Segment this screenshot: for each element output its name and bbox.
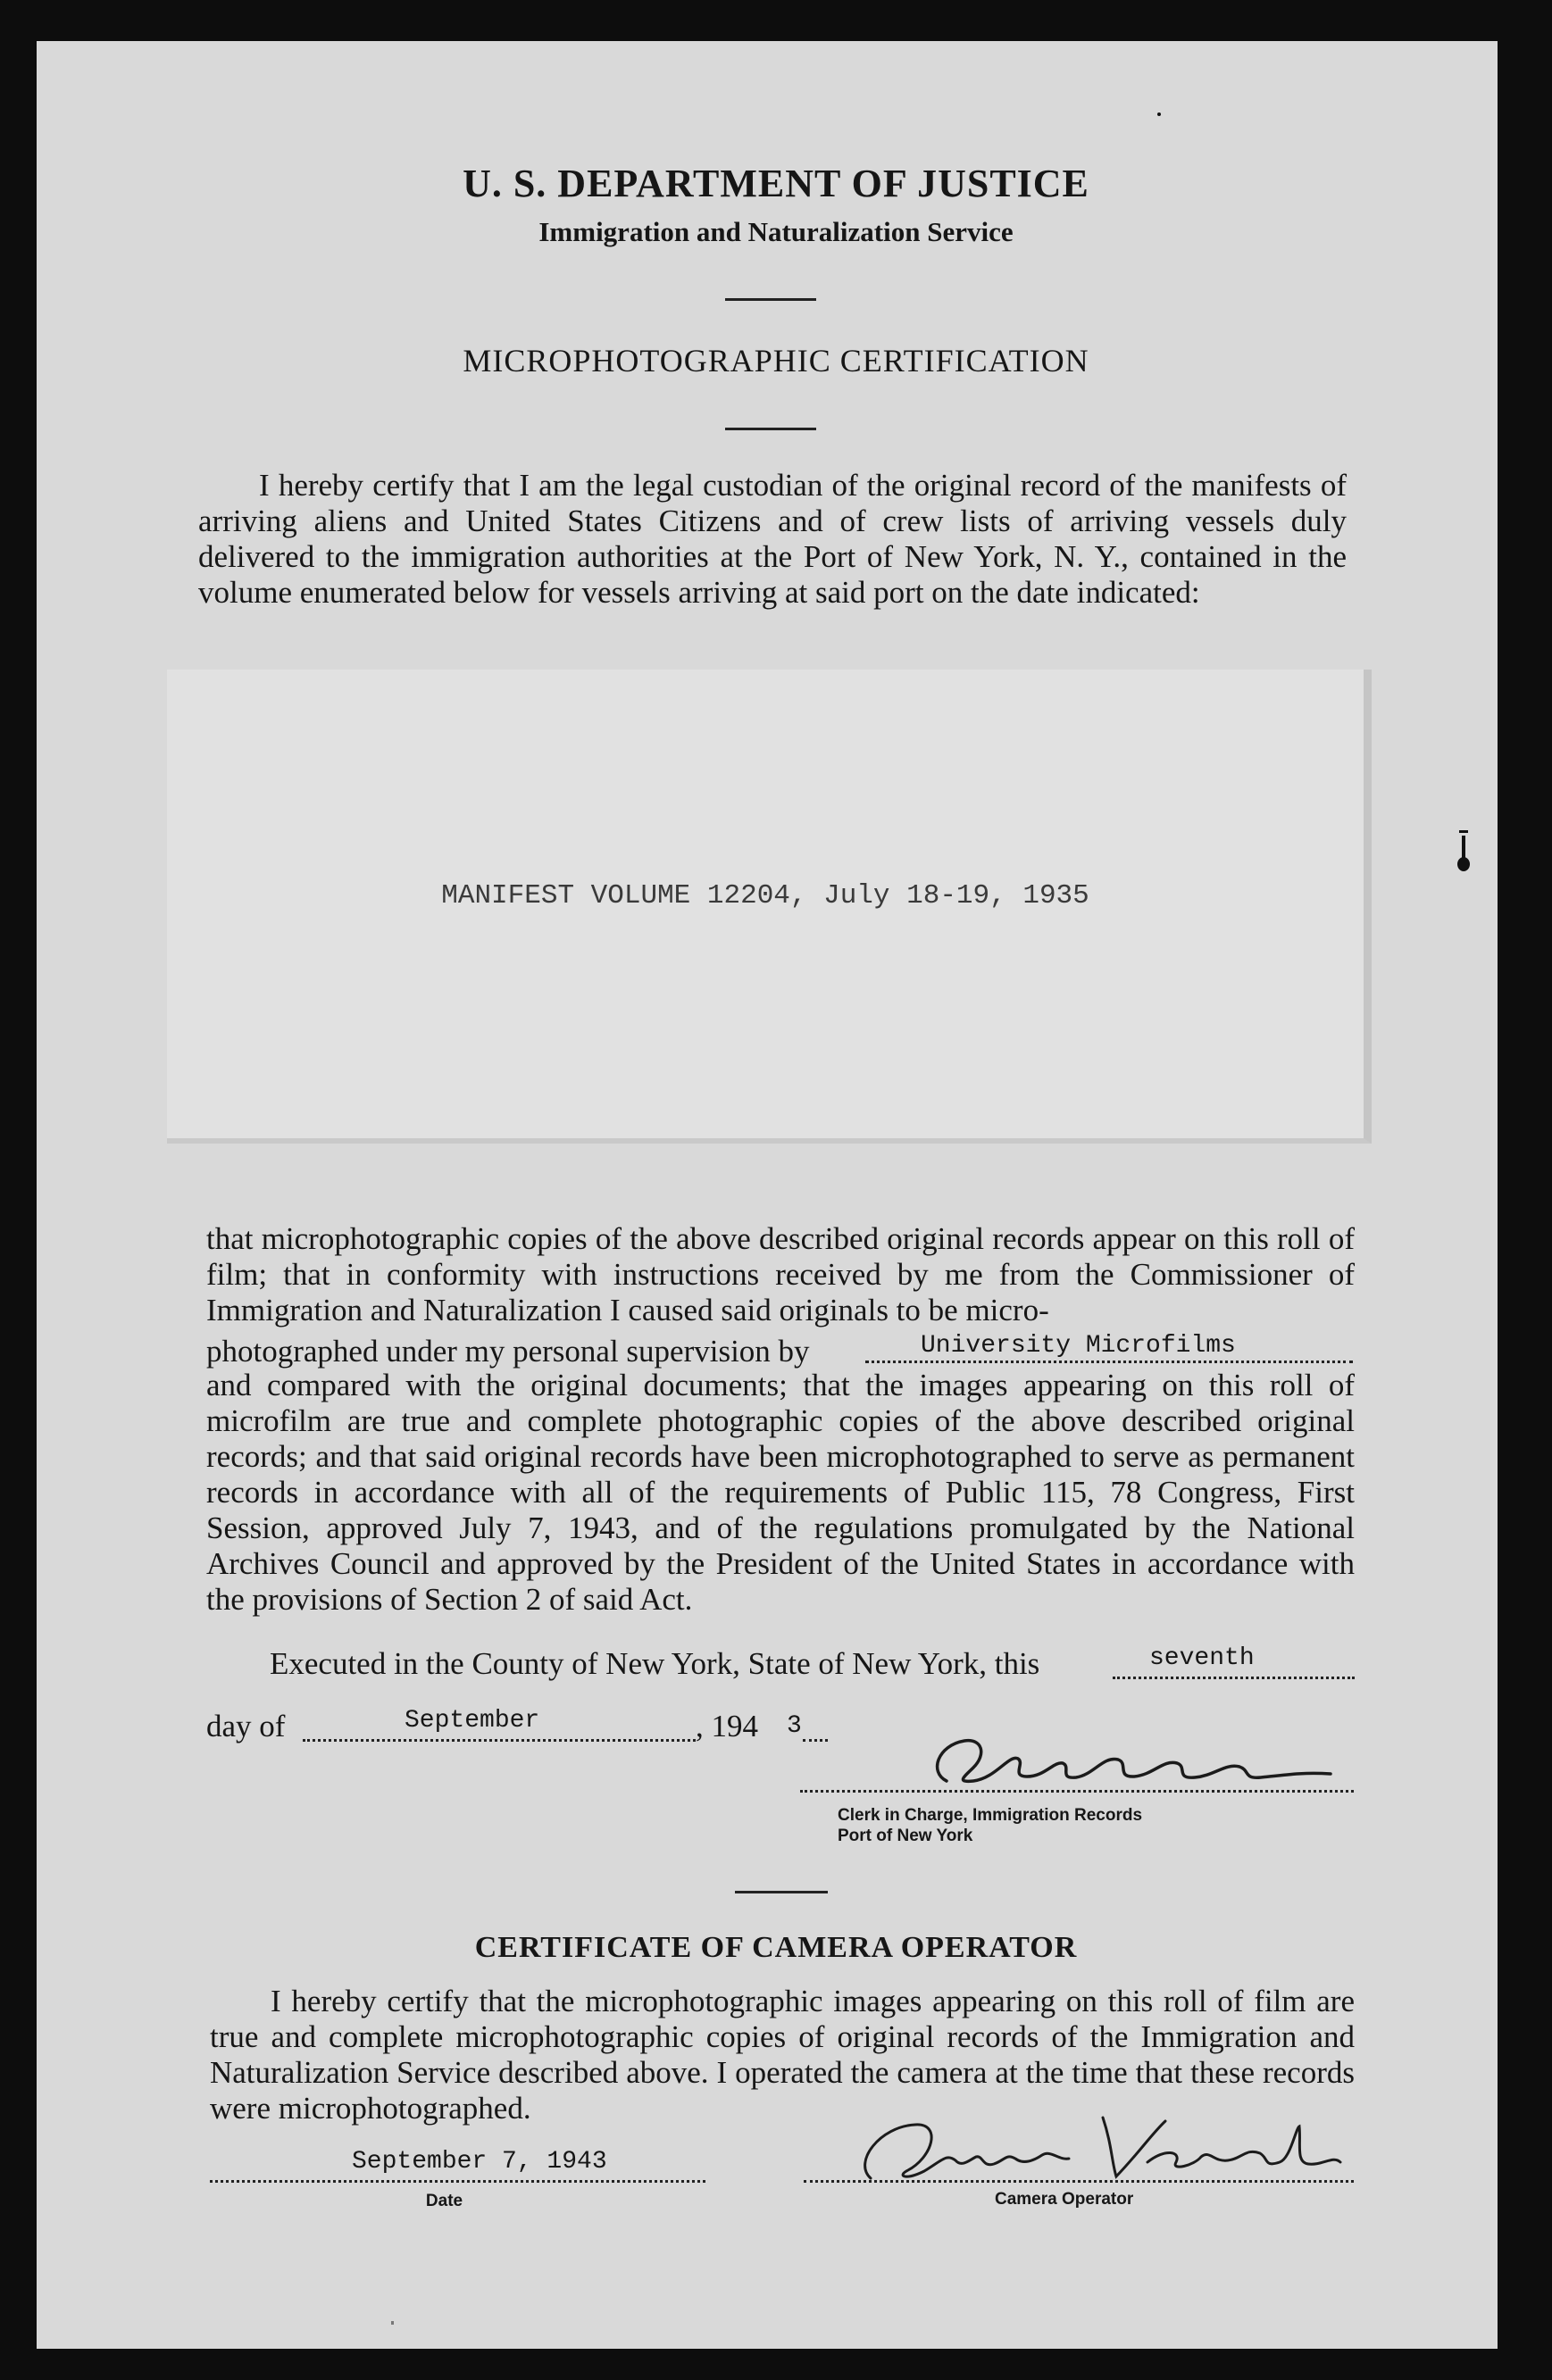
date-line: [206, 1709, 831, 1752]
agency-heading: U. S. DEPARTMENT OF JUSTICE: [463, 162, 1089, 205]
day-dotted-line: [1113, 1677, 1355, 1679]
clerk-title: [838, 1805, 1338, 1846]
day-of-label: day of: [206, 1709, 286, 1743]
supervision-line: [206, 1328, 1355, 1368]
manifest-slip: [167, 670, 1372, 1144]
certification-body: [206, 1221, 1355, 1618]
year-prefix: , 194: [696, 1709, 758, 1743]
month-field: September: [405, 1707, 540, 1735]
clerk-title-line2: Port of New York: [838, 1827, 973, 1845]
bottom-edge-mark: [391, 2321, 394, 2325]
execution-prefix: Executed in the County of New York, State of New York, this: [270, 1646, 1040, 1681]
header-divider: [725, 298, 816, 301]
certification-title: MICROPHOTOGRAPHIC CERTIFICATION: [463, 343, 1089, 379]
execution-day-field: seventh: [1149, 1644, 1255, 1672]
operator-date-dotted-line: [210, 2180, 705, 2183]
camera-operator-title: CERTIFICATE OF CAMERA OPERATOR: [474, 1931, 1078, 1964]
manifest-volume: MANIFEST VOLUME 12204, July 18-19, 1935: [441, 880, 1089, 911]
camera-operator-statement: [210, 1984, 1355, 2126]
year-dotted-line: [803, 1739, 828, 1742]
title-divider: [725, 428, 816, 430]
margin-mark: [1456, 828, 1472, 875]
operator-date-field: September 7, 1943: [352, 2148, 607, 2176]
clerk-signature: [911, 1727, 1339, 1799]
filmed-by-field: University Microfilms: [921, 1332, 1236, 1360]
operator-divider: [735, 1891, 828, 1893]
intro-paragraph: [198, 468, 1347, 611]
clerk-title-line1: Clerk in Charge, Immigration Records: [838, 1806, 1143, 1825]
intro-text: I hereby certify that I am the legal custodian of the original record of the manifests of arriving aliens and United States Citizens and of crew lists of arriving vessels duly delivered to the immigration authorities at the Port of New York, N. Y., contained in the volume enumerated below for vessels arriving at said port on the date indicated:: [198, 468, 1347, 610]
date-label: Date: [425, 2192, 463, 2210]
body-text-part1: that microphotographic copies of the above described original records appear on this roll of film; that in conformity with instructions received by me from the Commissioner of Immigration and Naturalization I caused said originals to be micro-: [206, 1221, 1355, 1327]
camera-operator-label: Camera Operator: [995, 2190, 1134, 2209]
service-subheading: Immigration and Naturalization Service: [538, 216, 1014, 247]
margin-speck: [1157, 112, 1161, 116]
execution-line: [206, 1646, 1355, 1689]
month-dotted-line: [303, 1739, 696, 1742]
operator-signature: [844, 2109, 1344, 2189]
year-digit: 3: [787, 1712, 802, 1740]
body-text-part2: and compared with the original documents; that the images appearing on this roll of microfilm are true and complete photographic copies of the above described original records; and that said original records have been microphotographed to serve as permanent records in accordance with all of the requirements of Public 115, 78 Congress, First Session, approved July 7, 1943, and of the regulations promulgated by the National Archives Council and approved by the President of the United States in accordance with the provisions of Section 2 of said Act.: [206, 1368, 1355, 1617]
operator-date-block: [210, 2148, 705, 2210]
supervision-prefix: photographed under my personal supervision by: [206, 1334, 810, 1369]
operator-statement-text: I hereby certify that the microphotographic images appearing on this roll of film are true and complete microphotographic copies of original records of the Immigration and Naturalization Service described above. I operated the camera at the time that these records were microphotographed.: [210, 1984, 1355, 2126]
